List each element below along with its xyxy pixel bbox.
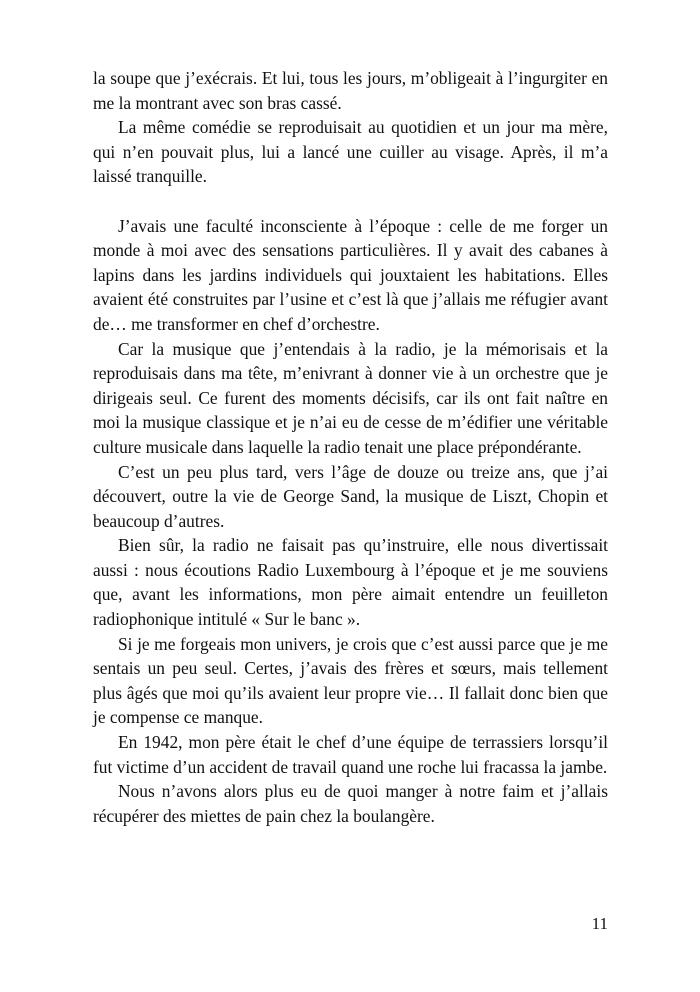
paragraph: En 1942, mon père était le chef d’une équipe de terrassiers lorsqu’il fut victime d’un accident de travail quand une roche lui fracassa la jambe. [93, 732, 608, 777]
paragraph: La même comédie se reproduisait au quotidien et un jour ma mère, qui n’en pouvait plus, lui a lancé une cuiller au visage. Après, il m’a laissé tranquille. [93, 117, 608, 187]
paragraph: Bien sûr, la radio ne faisait pas qu’instruire, elle nous divertissait aussi : nous écoutions Radio Luxembourg à l’époque et je me souviens que, avant les informations, mon père aimait entendre un feuilleton radiophonique intitulé « Sur le banc ». [93, 535, 608, 630]
paragraph: Nous n’avons alors plus eu de quoi manger à notre faim et j’allais récupérer des miettes de pain chez la boulangère. [93, 781, 608, 826]
paragraph: Si je me forgeais mon univers, je crois que c’est aussi parce que je me sentais un peu seul. Certes, j’avais des frères et sœurs, mais tellement plus âgés que moi qu’ils avaient leur propre vie… Il fallait donc bien que je compense ce manque. [93, 633, 608, 728]
page-body [93, 66, 608, 828]
paragraph-continuation: la soupe que j’exécrais. Et lui, tous les jours, m’obligeait à l’ingurgiter en me la montrant avec son bras cassé. [93, 68, 608, 113]
paragraph: C’est un peu plus tard, vers l’âge de douze ou treize ans, que j’ai découvert, outre la vie de George Sand, la musique de Liszt, Chopin et beaucoup d’autres. [93, 461, 608, 531]
paragraph: J’avais une faculté inconsciente à l’époque : celle de me forger un monde à moi avec des sensations particulières. Il y avait des cabanes à lapins dans les jardins individuels qui jouxtaient les habitations. Elles avaient été construites par l’usine et c’est là que j’allais me réfugier avant de… me transformer en chef d’orchestre. [93, 215, 608, 334]
paragraph: Car la musique que j’entendais à la radio, je la mémorisais et la reproduisais dans ma tête, m’enivrant à donner vie à un orchestre que je dirigeais seul. Ce furent des moments décisifs, car ils ont fait naître en moi la musique classique et je n’ai eu de cesse de m’édifier une véritable culture musicale dans laquelle la radio tenait une place prépondérante. [93, 338, 608, 457]
section-break [93, 189, 608, 214]
page-number: 11 [591, 914, 608, 933]
